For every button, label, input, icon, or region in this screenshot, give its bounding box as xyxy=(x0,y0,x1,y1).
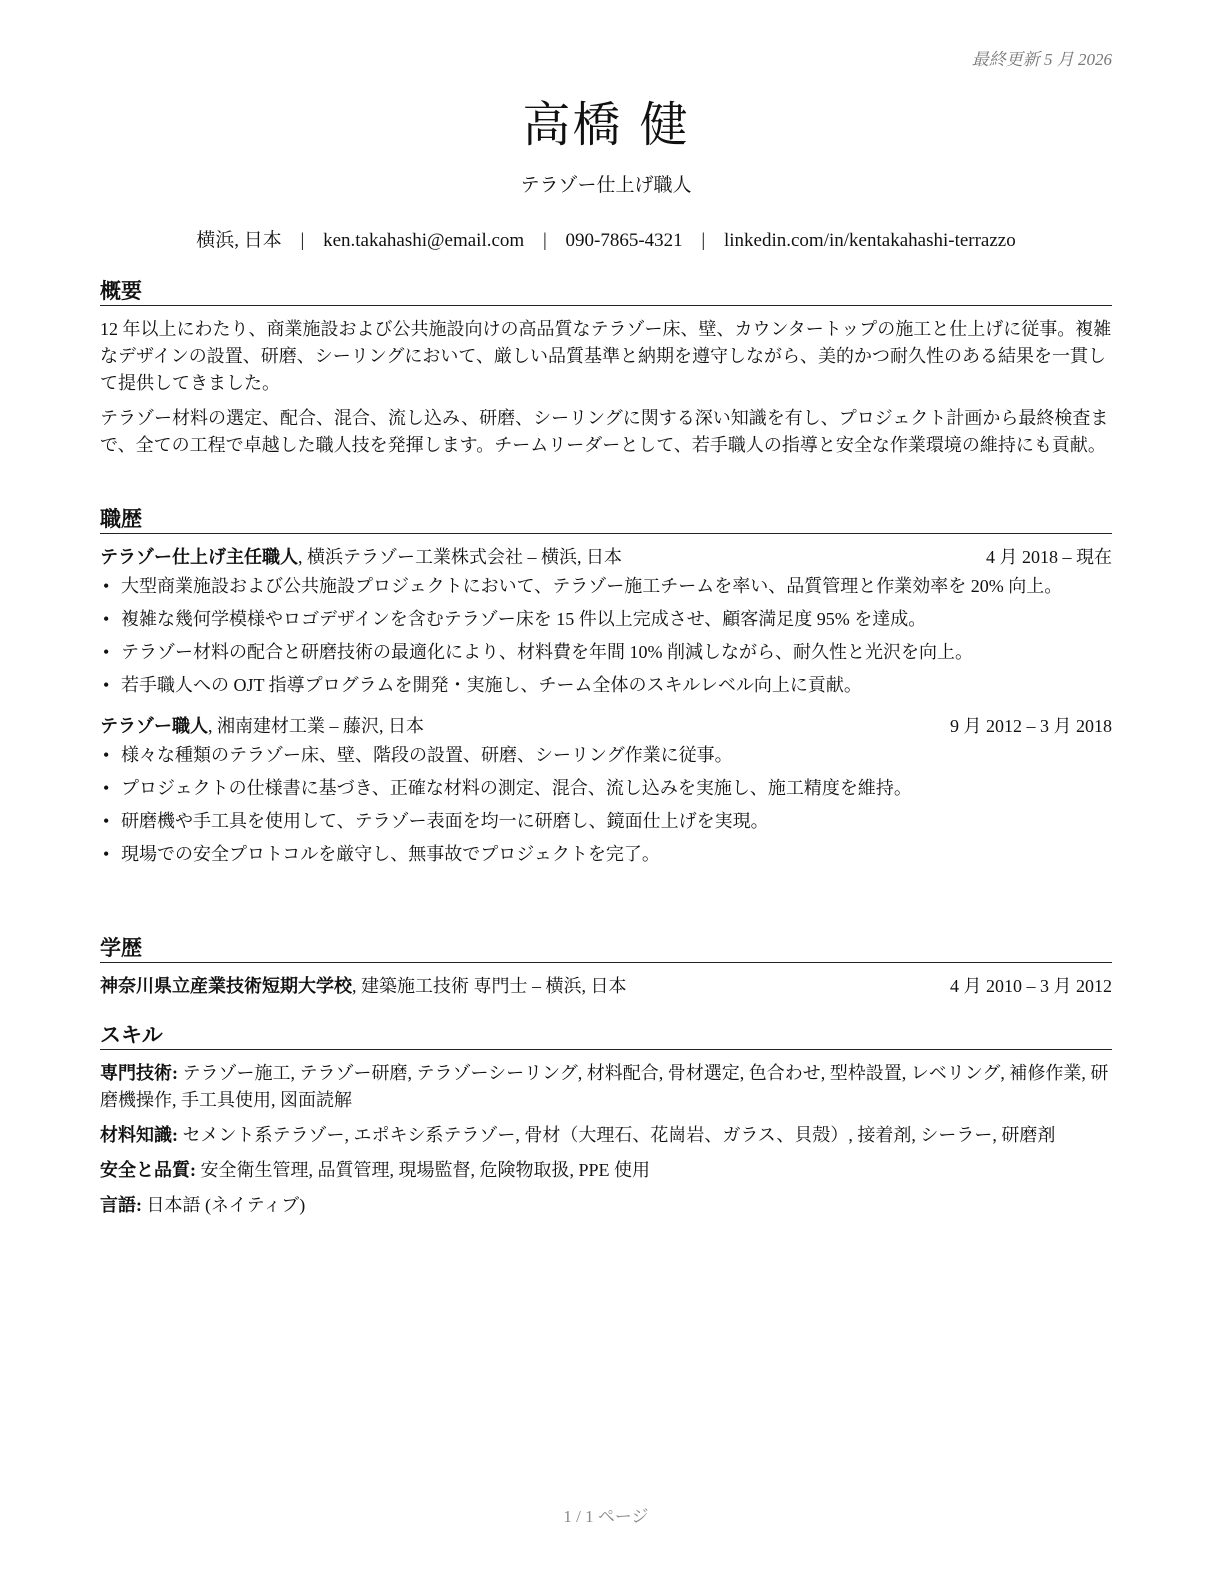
contact-location: 横浜, 日本 xyxy=(196,230,282,251)
bullet-icon: • xyxy=(103,778,110,798)
skill-label: 専門技術: xyxy=(100,1063,178,1083)
job-org: , 湘南建材工業 – 藤沢, 日本 xyxy=(208,716,424,736)
skill-value: 日本語 (ネイティブ) xyxy=(142,1195,306,1215)
bullet-text: 複雑な幾何学模様やロゴデザインを含むテラゾー床を 15 件以上完成させ、顧客満足度 95% を達成。 xyxy=(121,609,927,629)
section-title-skills: スキル xyxy=(100,1022,1112,1050)
list-item xyxy=(100,639,1112,666)
list-item xyxy=(100,742,1112,769)
education-dates: 4 月 2010 – 3 月 2012 xyxy=(950,976,1112,996)
contact-separator: | xyxy=(701,230,706,251)
job-title-line xyxy=(100,713,424,740)
list-item xyxy=(100,775,1112,802)
contact-linkedin[interactable]: linkedin.com/in/kentakahashi-terrazzo xyxy=(723,230,1016,251)
skill-value: セメント系テラゾー, エポキシ系テラゾー, 骨材（大理石、花崗岩、ガラス、貝殻）, 接着剤, シーラー, 研磨剤 xyxy=(178,1125,1056,1145)
education-section xyxy=(100,935,1112,1002)
skill-group xyxy=(100,1060,1112,1114)
skill-value: テラゾー施工, テラゾー研磨, テラゾーシーリング, 材料配合, 骨材選定, 色合わせ, 型枠設置, レベリング, 補修作業, 研磨機操作, 手工具使用, 図面読解 xyxy=(100,1063,1109,1110)
education-title-line xyxy=(100,973,627,1000)
bullet-text: 大型商業施設および公共施設プロジェクトにおいて、テラゾー施工チームを率い、品質管理と作業効率を 20% 向上。 xyxy=(121,576,1063,596)
job-dates: 4 月 2018 – 現在 xyxy=(986,547,1112,567)
contact-phone[interactable]: 090-7865-4321 xyxy=(565,230,683,251)
list-item xyxy=(100,808,1112,835)
job-title-line xyxy=(100,544,622,571)
page-indicator: 1 / 1 ページ xyxy=(563,1507,649,1526)
bullet-text: 若手職人への OJT 指導プログラムを開発・実施し、チーム全体のスキルレベル向上に貢献。 xyxy=(121,675,862,695)
summary-paragraph: テラゾー材料の選定、配合、混合、流し込み、研磨、シーリングに関する深い知識を有し、プロジェクト計画から最終検査まで、全ての工程で卓越した職人技を発揮します。チームリーダーとして、若手職人の指導と安全な作業環境の維持にも貢献。 xyxy=(100,408,1109,455)
education-entry xyxy=(100,973,1112,1000)
education-detail: , 建築施工技術 専門士 – 横浜, 日本 xyxy=(352,976,627,996)
bullet-icon: • xyxy=(103,811,110,831)
bullet-icon: • xyxy=(103,844,110,864)
bullet-text: 様々な種類のテラゾー床、壁、階段の設置、研磨、シーリング作業に従事。 xyxy=(121,745,733,765)
list-item xyxy=(100,573,1112,600)
job-entry xyxy=(100,544,1112,699)
section-title-experience: 職歴 xyxy=(100,506,1112,534)
job-bullets xyxy=(100,742,1112,868)
skills-section xyxy=(100,1022,1112,1227)
job-dates: 9 月 2012 – 3 月 2018 xyxy=(950,716,1112,736)
candidate-name: 高橋 健 xyxy=(522,97,690,153)
skill-group xyxy=(100,1192,1112,1219)
skill-group xyxy=(100,1122,1112,1149)
skill-group xyxy=(100,1157,1112,1184)
skill-label: 安全と品質: xyxy=(100,1160,196,1180)
job-role: テラゾー職人 xyxy=(100,716,208,736)
job-org: , 横浜テラゾー工業株式会社 – 横浜, 日本 xyxy=(298,547,622,567)
experience-section xyxy=(100,506,1112,874)
list-item xyxy=(100,672,1112,699)
job-header xyxy=(100,544,1112,571)
section-title-summary: 概要 xyxy=(100,278,1112,306)
summary-section xyxy=(100,278,1112,467)
contact-email[interactable]: ken.takahashi@email.com xyxy=(323,230,525,251)
contact-separator: | xyxy=(542,230,547,251)
last-updated: 最終更新 5 月 2026 xyxy=(971,50,1112,69)
resume-page xyxy=(100,0,1112,1584)
bullet-icon: • xyxy=(103,642,110,662)
bullet-icon: • xyxy=(103,675,110,695)
bullet-text: 研磨機や手工具を使用して、テラゾー表面を均一に研磨し、鏡面仕上げを実現。 xyxy=(121,811,769,831)
list-item xyxy=(100,841,1112,868)
bullet-text: 現場での安全プロトコルを厳守し、無事故でプロジェクトを完了。 xyxy=(121,844,660,864)
bullet-icon: • xyxy=(103,576,110,596)
job-role: テラゾー仕上げ主任職人 xyxy=(100,547,298,567)
skill-label: 言語: xyxy=(100,1195,142,1215)
contact-line xyxy=(100,225,1112,252)
list-item xyxy=(100,606,1112,633)
education-school: 神奈川県立産業技術短期大学校 xyxy=(100,976,352,996)
summary-paragraph: 12 年以上にわたり、商業施設および公共施設向けの高品質なテラゾー床、壁、カウンタートップの施工と仕上げに従事。複雑なデザインの設置、研磨、シーリングにおいて、厳しい品質基準と納期を遵守しながら、美的かつ耐久性のある結果を一貫して提供してきました。 xyxy=(100,319,1112,393)
candidate-headline: テラゾー仕上げ職人 xyxy=(520,175,692,196)
skill-label: 材料知識: xyxy=(100,1125,178,1145)
job-entry xyxy=(100,713,1112,868)
job-header xyxy=(100,713,1112,740)
section-title-education: 学歴 xyxy=(100,935,1112,963)
skill-value: 安全衛生管理, 品質管理, 現場監督, 危険物取扱, PPE 使用 xyxy=(196,1160,651,1180)
bullet-text: テラゾー材料の配合と研磨技術の最適化により、材料費を年間 10% 削減しながら、耐久性と光沢を向上。 xyxy=(121,642,973,662)
contact-separator: | xyxy=(300,230,305,251)
job-bullets xyxy=(100,573,1112,699)
bullet-text: プロジェクトの仕様書に基づき、正確な材料の測定、混合、流し込みを実施し、施工精度を維持。 xyxy=(121,778,912,798)
bullet-icon: • xyxy=(103,745,110,765)
bullet-icon: • xyxy=(103,609,110,629)
